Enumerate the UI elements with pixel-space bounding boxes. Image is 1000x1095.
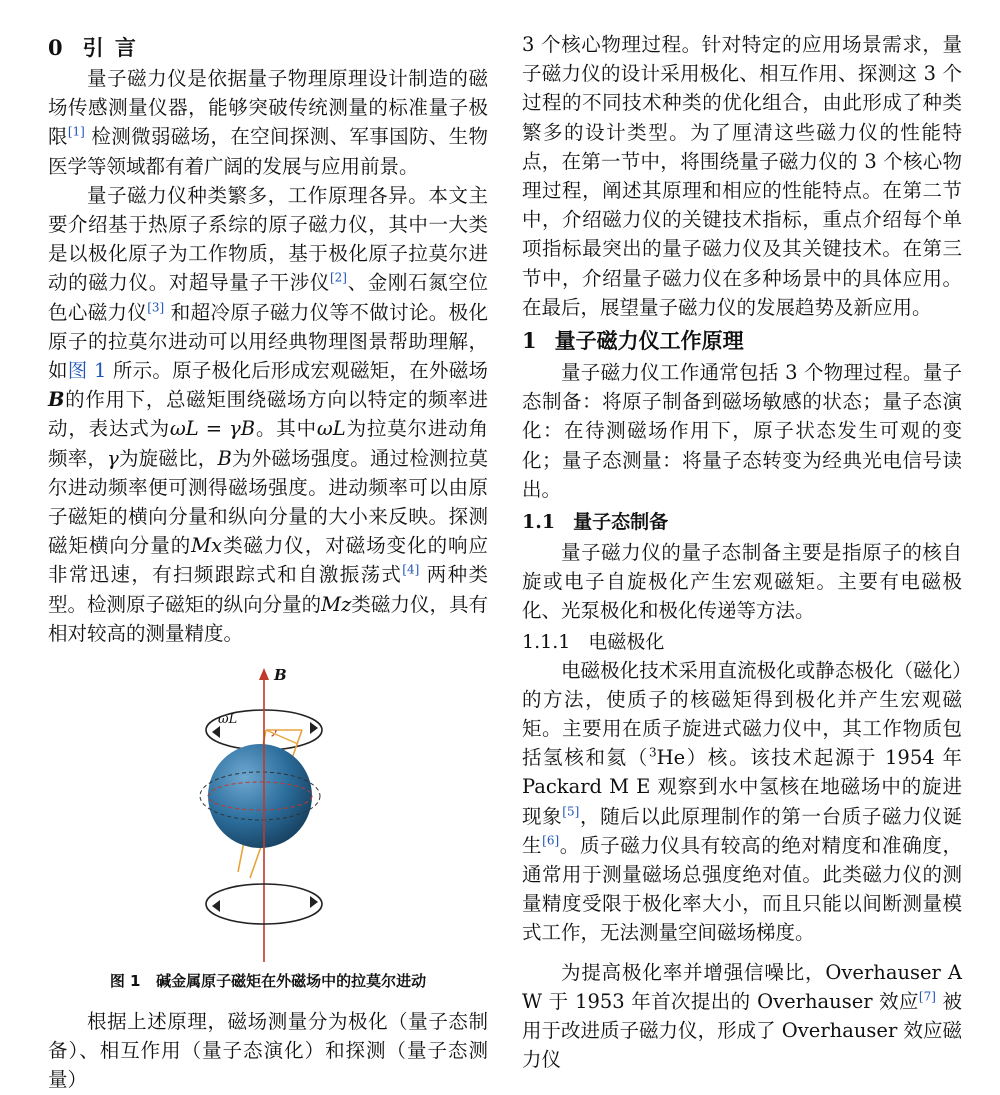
- symbol-mz: Mz: [321, 592, 352, 616]
- text: 量子磁力仪种类繁多，工作原理各异。本文主要介绍基于热原子系综的原子磁力仪，其中一大类是以极化原子为工作物质，基于极化原子拉莫尔进动的磁力仪。对超导量子干涉仪: [48, 183, 488, 295]
- section-1-number: 1: [522, 328, 537, 354]
- figure-1: [48, 666, 488, 964]
- continuation-paragraph: 3 个核心物理过程。针对特定的应用场景需求，量子磁力仪的设计采用极化、相互作用、探测这 3 个过程的不同技术种类的优化组合，由此形成了种类繁多的设计类型。为了厘清这些磁力仪的性能特点，在第一节中，将围绕量子磁力仪的 3 个核心物理过程，阐述其原理和相应的性能特点。在第二节中，介绍磁力仪的关键技术指标，重点介绍每个单项指标最突出的量子磁力仪及其关键技术。在第三节中，介绍量子磁力仪在多种场景中的具体应用。在最后，展望量子磁力仪的发展趋势及新应用。: [522, 33, 962, 319]
- symbol-B: B: [48, 388, 65, 412]
- text: 为提高极化率并增强信噪比，Overhauser A W 于 1953 年首次提出的 Overhauser 效应: [522, 960, 962, 1013]
- text: 的作用下，总磁矩围绕磁场方向以特定的频率进动，表达式为: [48, 388, 488, 441]
- axis-arrow-head: [259, 668, 269, 680]
- text: 为外磁场强度。通过检测拉莫尔进动频率便可测得磁场强度。进动频率可以由原子磁矩的横向分量和纵向分量的大小来反映。探测磁矩横向分量的: [48, 446, 488, 558]
- symbol-omega-l: ωL: [316, 417, 346, 441]
- caption-number: 图 1: [109, 972, 141, 991]
- intro-paragraph-1: [48, 64, 488, 181]
- orbit-arrow: [310, 896, 318, 908]
- symbol-gamma: γ: [107, 446, 119, 470]
- citation-6[interactable]: [6]: [542, 833, 560, 848]
- larmor-precession-diagram: [198, 666, 348, 964]
- symbol-mx: Mx: [191, 534, 223, 558]
- atom-sphere: [208, 744, 312, 848]
- section-1-1-number: 1.1: [522, 511, 556, 534]
- section-1-1-1-title: 电磁极化: [588, 630, 665, 653]
- section-0-number: 0: [48, 35, 65, 60]
- citation-3[interactable]: [3]: [147, 300, 165, 315]
- orbit-arrow: [212, 726, 220, 738]
- orbit-arrow: [212, 900, 220, 912]
- section-1-1-1-paragraph: [522, 656, 962, 948]
- text: He）核。该技术起源于 1954 年 Packard M E 观察到水中氢核在地磁场中的旋进现象: [522, 746, 962, 828]
- section-1-1-paragraph: 量子磁力仪的量子态制备主要是指原子的核自旋或电子自旋极化产生宏观磁矩。主要有电磁极化、光泵极化和极化传递等方法。: [522, 541, 962, 623]
- section-0-heading: [48, 32, 488, 64]
- citation-5[interactable]: [5]: [562, 804, 580, 819]
- text: 类磁力仪，具有相对较高的测量精度。: [48, 592, 488, 645]
- section-1-1-1-number: 1.1.1: [522, 630, 571, 653]
- section-0-title: 引 言: [82, 35, 138, 60]
- text: 被用于改进质子磁力仪，形成了 Overhauser 效应磁力仪: [522, 989, 962, 1072]
- superscript-3: 3: [648, 745, 657, 760]
- citation-7[interactable]: [7]: [918, 989, 936, 1004]
- figure-1-caption: [48, 970, 488, 991]
- text: 两种类型。检测原子磁矩的纵向分量的: [48, 563, 488, 616]
- text: 为拉莫尔进动角频率，: [48, 417, 488, 470]
- text: 。质子磁力仪具有较高的绝对精度和准确度，通常用于测量磁场总强度绝对值。此类磁力仪的测量精度受限于极化率大小，而且只能以间断测量模式工作，无法测量空间磁场梯度。: [522, 833, 962, 945]
- intro-paragraph-2: [48, 181, 488, 648]
- overhauser-paragraph: [522, 958, 962, 1075]
- omega-label: ωL: [218, 712, 238, 728]
- text: 量子磁力仪是依据量子物理原理设计制造的磁场传感测量仪器，能够突破传统测量的标准量子极限: [48, 67, 488, 149]
- text: 、金刚石氮空位色心磁力仪: [48, 271, 488, 324]
- text: 检测微弱磁场，在空间探测、军事国防、生物医学等领域都有着广阔的发展与应用前景。: [48, 125, 488, 178]
- section-1-heading: [522, 326, 962, 356]
- beam-line: [266, 730, 298, 744]
- text: 为旋磁比，: [118, 446, 218, 470]
- axis-label: B: [274, 666, 287, 685]
- text: 电磁极化技术采用直流极化或静态极化（磁化）的方法，使质子的核磁矩得到极化并产生宏观磁矩。主要用在质子旋进式磁力仪中，其工作物质包括氢核和氦（: [522, 658, 962, 770]
- text: 和超冷原子磁力仪等不做讨论。极化原子的拉莫尔进动可以用经典物理图景帮助理解，如: [48, 300, 488, 383]
- citation-2[interactable]: [2]: [329, 270, 347, 285]
- right-column: [522, 30, 962, 1075]
- left-column: [48, 30, 488, 1095]
- figure-1-link[interactable]: 图 1: [67, 359, 107, 383]
- symbol-B: B: [217, 446, 232, 470]
- section-1-1-heading: [522, 508, 962, 536]
- citation-4[interactable]: [4]: [402, 562, 420, 577]
- section-1-1-1-heading: [522, 628, 962, 656]
- text: ，随后以此原理制作的第一台质子磁力仪诞生: [522, 804, 962, 857]
- text: 。其中: [255, 417, 317, 441]
- principle-paragraph: 根据上述原理，磁场测量分为极化（量子态制备）、相互作用（量子态演化）和探测（量子态测量）: [48, 1010, 488, 1092]
- citation-1[interactable]: [1]: [67, 124, 85, 139]
- text: 所示。原子极化后形成宏观磁矩，在外磁场: [106, 359, 488, 383]
- caption-text: 碱金属原子磁矩在外磁场中的拉莫尔进动: [156, 972, 427, 991]
- section-1-title: 量子磁力仪工作原理: [554, 328, 744, 354]
- text: 类磁力仪，对磁场变化的响应非常迅速，有扫频跟踪式和自激振荡式: [48, 534, 488, 587]
- section-1-paragraph: 量子磁力仪工作通常包括 3 个物理过程。量子态制备：将原子制备到磁场敏感的状态；量子态演化：在待测磁场作用下，原子状态发生可观的变化；量子态测量：将量子态转变为经典光电信号读出。: [522, 361, 962, 501]
- larmor-equation: ωL = γB: [169, 417, 256, 441]
- section-1-1-title: 量子态制备: [573, 511, 669, 534]
- orbit-arrow: [310, 722, 318, 734]
